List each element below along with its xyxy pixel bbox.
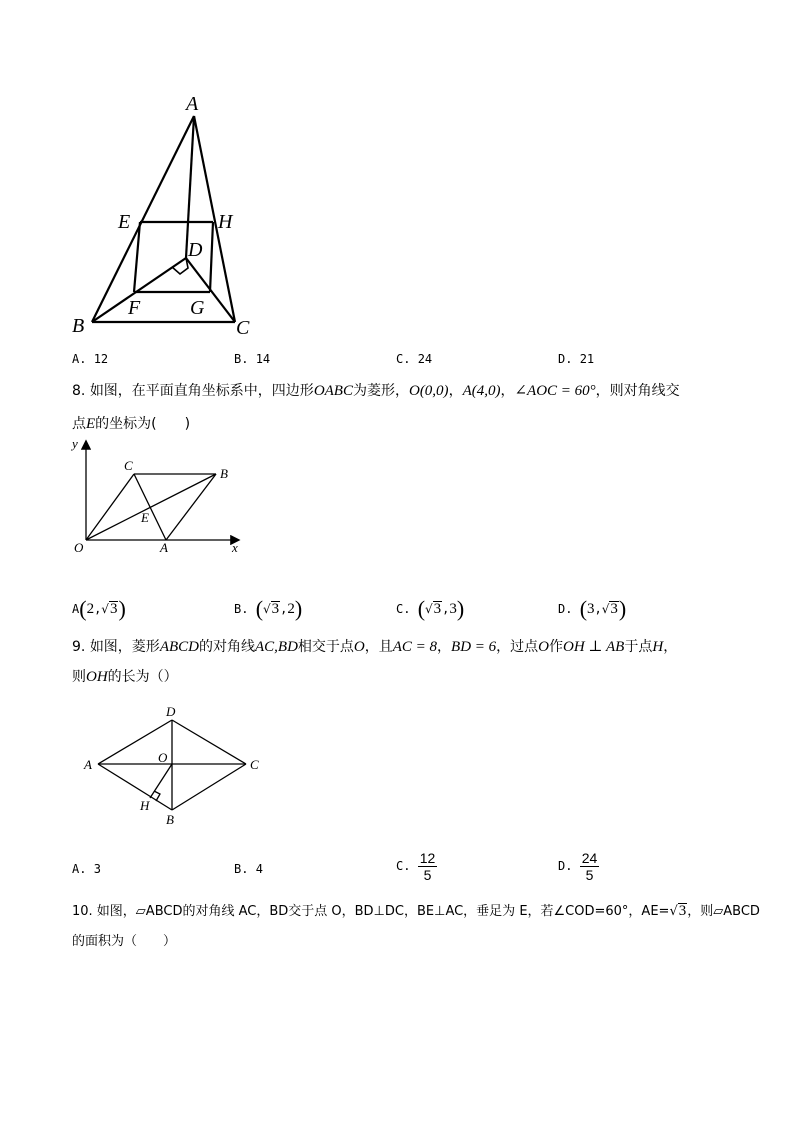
q9-option-d[interactable] <box>558 850 599 883</box>
q7-label-F: F <box>128 297 141 319</box>
option-letter: B. <box>234 862 249 876</box>
q7-label-H: H <box>218 211 233 233</box>
radical-sign: √ <box>669 904 678 919</box>
math-oh: OH <box>86 669 108 685</box>
question-text: 如图，菱形 <box>89 639 160 655</box>
math-sqrt: 3 <box>678 903 687 919</box>
math-point-e: E <box>86 416 96 432</box>
math-point-h: H <box>652 639 664 655</box>
option-value: 3 <box>271 601 280 617</box>
q8-question-line2 <box>72 413 190 433</box>
q9-label-H: H <box>140 798 150 813</box>
q9-option-a[interactable] <box>72 862 101 876</box>
question-text: 则 <box>72 669 86 685</box>
q9-option-c[interactable] <box>396 850 437 883</box>
option-letter: C. <box>396 859 411 873</box>
math-diagonals: AC,BD <box>254 639 298 655</box>
q8-label-E: E <box>141 510 149 525</box>
question-text: 如图，在平面直角坐标系中，四边形 <box>89 383 314 399</box>
math-perp: OH ⊥ AB <box>563 639 625 655</box>
paren: ) <box>294 596 303 621</box>
option-value: 2 <box>287 601 295 617</box>
q10-question-line1 <box>72 900 760 919</box>
q9-label-O: O <box>158 750 168 765</box>
option-letter: A. <box>72 862 87 876</box>
question-text: ，且 <box>364 639 393 655</box>
question-text: ，则对角线交 <box>595 383 680 399</box>
question-text: 的对角线 <box>198 639 255 655</box>
q7-label-A: A <box>186 93 199 115</box>
q9-option-b[interactable] <box>234 862 263 876</box>
question-text: 于点 <box>624 639 653 655</box>
question-number: 9. <box>72 639 86 655</box>
option-letter: A. <box>72 352 87 366</box>
question-text: 相交于点 <box>297 639 354 655</box>
radical-sign: √ <box>601 602 610 616</box>
q7-option-a[interactable] <box>72 352 108 366</box>
option-value: 4 <box>255 862 263 876</box>
q9-label-C: C <box>250 757 259 772</box>
q9-figure <box>80 700 270 830</box>
question-number: 8. <box>72 383 86 399</box>
question-text: 点 <box>72 416 86 432</box>
q9-label-B: B <box>166 812 174 827</box>
q7-figure <box>60 88 270 348</box>
q8-label-y: y <box>72 436 78 451</box>
question-text: 作 <box>549 639 564 655</box>
radical-sign: √ <box>263 602 271 616</box>
radical-sign: √ <box>425 602 433 616</box>
option-value: 3 <box>433 601 442 617</box>
math-point-o: O <box>538 639 550 655</box>
q7-label-C: C <box>236 317 250 339</box>
math-point-o: O <box>353 639 365 655</box>
q8-option-a[interactable]: A(2,√3) <box>72 596 126 621</box>
option-letter: C. <box>396 602 411 616</box>
fraction-numerator: 12 <box>419 850 436 866</box>
q8-figure <box>68 432 258 560</box>
question-text: 的面积为（ ） <box>72 934 177 949</box>
paren: ( <box>79 596 87 621</box>
q9-question-line1: 9. 如图，菱形ABCD的对角线AC,BD相交于点O，且AC = 8，BD = 6，过点O作OH ⊥ AB于点H， <box>72 639 678 655</box>
option-value: 3 <box>449 601 457 617</box>
paren: ( <box>579 596 588 621</box>
q8-label-x: x <box>232 540 238 555</box>
q7-label-D: D <box>188 239 203 261</box>
q8-label-A: A <box>160 540 168 555</box>
q8-label-C: C <box>124 458 133 473</box>
question-text: ，则▱ABCD <box>687 904 760 919</box>
fraction-numerator: 24 <box>581 850 598 866</box>
option-value: 21 <box>579 352 595 366</box>
q9-label-A: A <box>84 757 92 772</box>
paren: ( <box>417 596 426 621</box>
q8-label-B: B <box>220 466 228 481</box>
q7-label-G: G <box>190 297 205 319</box>
q8-option-d[interactable]: D. (3,√3) <box>558 596 627 621</box>
paren: ) <box>618 596 627 621</box>
paren: ( <box>255 596 264 621</box>
option-letter: D. <box>558 352 573 366</box>
q8-question-line1: 8. 如图，在平面直角坐标系中，四边形OABC为菱形，O(0,0)，A(4,0)，∠AOC = 60°，则对角线交 <box>72 383 680 399</box>
question-text: 的坐标为( ) <box>95 416 191 432</box>
question-text: ，过点 <box>496 639 539 655</box>
math-ac: AC = 8 <box>392 639 438 655</box>
option-value: 2 <box>86 601 95 617</box>
math-point-a: A(4,0) <box>462 383 501 399</box>
math-angle: ∠AOC = 60° <box>514 383 596 399</box>
option-value: 12 <box>93 352 109 366</box>
question-text: 为菱形， <box>352 383 409 399</box>
fraction-denominator: 5 <box>423 867 432 883</box>
q7-option-b[interactable] <box>234 352 270 366</box>
paren: ) <box>118 596 126 621</box>
math-shape: ABCD <box>159 639 199 655</box>
option-value: 3 <box>93 862 101 876</box>
math-point-o: O(0,0) <box>408 383 449 399</box>
math-shape: OABC <box>313 383 353 399</box>
q9-question-line2 <box>72 666 178 686</box>
paren: ) <box>456 596 465 621</box>
q8-option-c[interactable]: C. (√3,3) <box>396 596 465 621</box>
option-letter: B. <box>234 602 249 616</box>
option-letter: D. <box>558 859 573 873</box>
question-text: 10. 如图，▱ABCD的对角线 AC，BD交于点 O，BD⊥DC，BE⊥AC，垂足为 E，若∠COD=60°，AE= <box>72 904 670 919</box>
option-value: 14 <box>255 352 271 366</box>
q8-option-b[interactable]: B. (√3,2) <box>234 596 303 621</box>
q7-option-c[interactable] <box>396 352 432 366</box>
q10-question-line2 <box>72 930 176 949</box>
option-value: 3 <box>587 601 595 617</box>
q7-option-d[interactable] <box>558 352 594 366</box>
fraction <box>418 850 438 883</box>
option-letter: A <box>72 602 80 616</box>
fraction-denominator: 5 <box>585 867 594 883</box>
fraction <box>580 850 600 883</box>
q9-label-D: D <box>166 704 176 719</box>
option-value: 3 <box>109 601 118 617</box>
radical-sign: √ <box>101 602 109 616</box>
option-value: 24 <box>417 352 433 366</box>
option-value: 3 <box>610 601 618 617</box>
question-text: 的长为（） <box>107 669 178 685</box>
q8-label-O: O <box>74 540 84 555</box>
q7-label-E: E <box>118 211 131 233</box>
math-bd: BD = 6 <box>451 639 497 655</box>
q7-label-B: B <box>72 315 85 337</box>
option-letter: C. <box>396 352 411 366</box>
option-letter: D. <box>558 602 573 616</box>
option-letter: B. <box>234 352 249 366</box>
